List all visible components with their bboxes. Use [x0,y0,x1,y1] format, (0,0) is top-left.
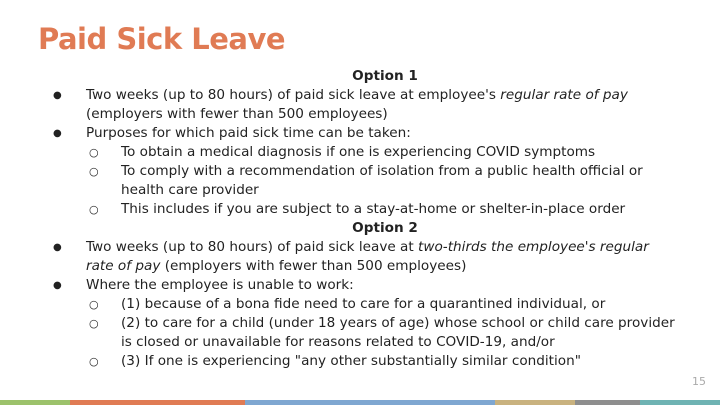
footer-segment [575,400,640,405]
footer-segment [70,400,245,405]
bullet-dot-icon: ● [53,128,62,139]
sub-bullet-text: (2) to care for a child (under 18 years of age) whose school or child care provider is closed or unavailable for reasons related to COVID-19, and/or [121,315,675,350]
footer-segment [0,400,70,405]
sub-bullet-item [50,295,680,314]
slide-body [50,67,680,371]
footer-segment [640,400,720,405]
bullet-text: Two weeks (up to 80 hours) of paid sick leave at employee's [86,87,501,103]
footer-segment [245,400,495,405]
sub-bullet-item [50,200,680,219]
bullet-text: Purposes for which paid sick time can be taken: [86,125,411,141]
sub-bullet-item [50,143,680,162]
page-number: 15 [692,375,706,388]
sub-bullet-item [50,314,680,352]
sub-bullet-item [50,162,680,200]
bullet-text: (employers with fewer than 500 employees) [160,258,467,274]
bullet-item [50,238,680,276]
bullet-item [50,276,680,295]
footer-segment [495,400,575,405]
bullet-text: Where the employee is unable to work: [86,277,354,293]
sub-bullet-text: (1) because of a bona fide need to care for a quarantined individual, or [121,296,606,312]
bullet-text: Two weeks (up to 80 hours) of paid sick leave at [86,239,419,255]
bullet-dot-icon: ● [53,280,62,291]
bullet-circle-icon: ○ [89,317,99,330]
sub-bullet-text: To obtain a medical diagnosis if one is experiencing COVID symptoms [121,144,596,160]
bullet-emphasis: regular rate of pay [500,87,628,103]
bullet-emphasis: two-thirds the employee's regular rate of pay [86,239,649,274]
sub-bullet-text: To comply with a recommendation of isolation from a public health official or health care provider [121,163,643,198]
sub-bullet-text: This includes if you are subject to a stay-at-home or shelter-in-place order [121,201,626,217]
bullet-item [50,86,680,124]
sub-bullet-item [50,352,680,371]
bullet-circle-icon: ○ [89,298,99,311]
bullet-circle-icon: ○ [89,165,99,178]
option-1-heading: Option 1 [352,68,418,84]
bullet-text: (employers with fewer than 500 employees) [86,106,388,122]
option-2-heading: Option 2 [352,220,418,236]
footer-color-bar [0,400,720,405]
bullet-circle-icon: ○ [89,146,99,159]
bullet-item [50,124,680,143]
bullet-dot-icon: ● [53,90,62,101]
bullet-circle-icon: ○ [89,203,99,216]
bullet-dot-icon: ● [53,242,62,253]
slide-title: Paid Sick Leave [38,22,286,56]
sub-bullet-text: (3) If one is experiencing "any other substantially similar condition" [121,353,581,369]
bullet-circle-icon: ○ [89,355,99,368]
